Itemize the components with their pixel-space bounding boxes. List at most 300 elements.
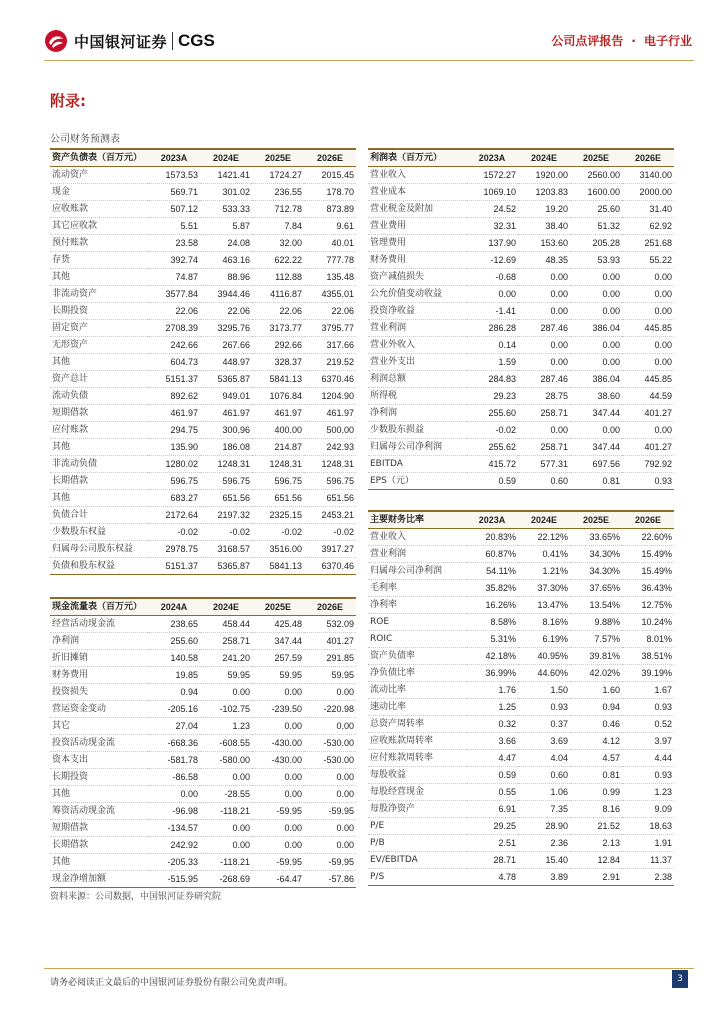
row-label-cell: 每股经营现金 xyxy=(368,784,466,801)
value-cell: 1203.83 xyxy=(518,184,570,201)
table-row xyxy=(368,269,674,286)
row-label-cell: 归属母公司股东权益 xyxy=(50,541,148,558)
year-header-cell: 2025E xyxy=(570,149,622,167)
value-cell: 178.70 xyxy=(304,184,356,201)
value-cell: 425.48 xyxy=(252,616,304,633)
table-row xyxy=(50,422,356,439)
table-row xyxy=(368,167,674,184)
value-cell: 0.00 xyxy=(252,786,304,803)
table-row xyxy=(50,507,356,524)
row-label-cell: 其他 xyxy=(50,439,148,456)
value-cell: 0.00 xyxy=(304,718,356,735)
value-cell: 448.97 xyxy=(200,354,252,371)
value-cell: 13.54% xyxy=(570,597,622,614)
value-cell: 892.62 xyxy=(148,388,200,405)
value-cell: 135.48 xyxy=(304,269,356,286)
value-cell: 8.16 xyxy=(570,801,622,818)
value-cell: 54.11% xyxy=(466,563,518,580)
value-cell: -0.02 xyxy=(148,524,200,541)
row-label-cell: 归属母公司净利润 xyxy=(368,563,466,580)
row-label-cell: 净利润 xyxy=(368,405,466,422)
table-row xyxy=(50,439,356,456)
value-cell: 22.06 xyxy=(148,303,200,320)
table-title-cell: 利润表（百万元） xyxy=(368,149,466,167)
row-label-cell: 经营活动现金流 xyxy=(50,616,148,633)
table-row xyxy=(50,337,356,354)
row-label-cell: 资本支出 xyxy=(50,752,148,769)
value-cell: 10.24% xyxy=(622,614,674,631)
table-title-cell: 主要财务比率 xyxy=(368,511,466,529)
value-cell: 3795.77 xyxy=(304,320,356,337)
table-row xyxy=(50,616,356,633)
value-cell: 40.01 xyxy=(304,235,356,252)
value-cell: 1.06 xyxy=(518,784,570,801)
table-row xyxy=(50,837,356,854)
value-cell: 0.41% xyxy=(518,546,570,563)
row-label-cell: ROIC xyxy=(368,631,466,648)
row-label-cell: 预付账款 xyxy=(50,235,148,252)
value-cell: -0.68 xyxy=(466,269,518,286)
value-cell: 4.47 xyxy=(466,750,518,767)
balance-sheet-table xyxy=(50,148,356,575)
value-cell: 258.71 xyxy=(518,439,570,456)
value-cell: 2.13 xyxy=(570,835,622,852)
value-cell: 0.00 xyxy=(252,837,304,854)
value-cell: 3.97 xyxy=(622,733,674,750)
logo-separator xyxy=(172,32,173,50)
report-type xyxy=(551,32,692,49)
value-cell: 347.44 xyxy=(252,633,304,650)
table-row xyxy=(50,752,356,769)
value-cell: 11.37 xyxy=(622,852,674,869)
table-row xyxy=(368,337,674,354)
value-cell: 0.00 xyxy=(518,422,570,439)
row-label-cell: 非流动负债 xyxy=(50,456,148,473)
value-cell: 712.78 xyxy=(252,201,304,218)
value-cell: 32.00 xyxy=(252,235,304,252)
value-cell: 4116.87 xyxy=(252,286,304,303)
value-cell: 0.00 xyxy=(622,337,674,354)
row-label-cell: 其它应收款 xyxy=(50,218,148,235)
value-cell: 5.87 xyxy=(200,218,252,235)
row-label-cell: 短期借款 xyxy=(50,405,148,422)
value-cell: 3295.76 xyxy=(200,320,252,337)
table-row xyxy=(50,769,356,786)
value-cell: 3944.46 xyxy=(200,286,252,303)
value-cell: 16.26% xyxy=(466,597,518,614)
value-cell: 0.55 xyxy=(466,784,518,801)
year-header-cell: 2024E xyxy=(200,149,252,167)
value-cell: 0.00 xyxy=(622,354,674,371)
value-cell: 60.87% xyxy=(466,546,518,563)
row-label-cell: 长期借款 xyxy=(50,837,148,854)
value-cell: -134.57 xyxy=(148,820,200,837)
row-label-cell: 毛利率 xyxy=(368,580,466,597)
value-cell: 0.00 xyxy=(570,354,622,371)
value-cell: 2.51 xyxy=(466,835,518,852)
row-label-cell: 速动比率 xyxy=(368,699,466,716)
value-cell: 0.52 xyxy=(622,716,674,733)
table-row xyxy=(50,701,356,718)
value-cell: 386.04 xyxy=(570,371,622,388)
table-row xyxy=(50,820,356,837)
value-cell: 5841.13 xyxy=(252,558,304,575)
cgs-logo-icon xyxy=(44,29,68,53)
row-label-cell: 资产减值损失 xyxy=(368,269,466,286)
row-label-cell: 投资损失 xyxy=(50,684,148,701)
row-label-cell: 净利润 xyxy=(50,633,148,650)
value-cell: 3173.77 xyxy=(252,320,304,337)
row-label-cell: 负债和股东权益 xyxy=(50,558,148,575)
value-cell: 949.01 xyxy=(200,388,252,405)
value-cell: 38.51% xyxy=(622,648,674,665)
value-cell: 317.66 xyxy=(304,337,356,354)
value-cell: 29.25 xyxy=(466,818,518,835)
year-header-cell: 2024A xyxy=(148,598,200,616)
value-cell: 0.93 xyxy=(622,699,674,716)
value-cell: 251.68 xyxy=(622,235,674,252)
value-cell: 28.90 xyxy=(518,818,570,835)
row-label-cell: 每股净资产 xyxy=(368,801,466,818)
row-label-cell: 长期投资 xyxy=(50,303,148,320)
table-row xyxy=(50,235,356,252)
value-cell: 59.95 xyxy=(304,667,356,684)
value-cell: -12.69 xyxy=(466,252,518,269)
value-cell: 0.94 xyxy=(148,684,200,701)
value-cell: -102.75 xyxy=(200,701,252,718)
value-cell: 6370.46 xyxy=(304,371,356,388)
data-source-note: 资料来源：公司数据，中国银河证券研究院 xyxy=(50,892,222,902)
year-header-cell: 2026E xyxy=(304,598,356,616)
value-cell: 3168.57 xyxy=(200,541,252,558)
value-cell: 42.02% xyxy=(570,665,622,682)
value-cell: 651.56 xyxy=(304,490,356,507)
value-cell: 37.65% xyxy=(570,580,622,597)
value-cell: -86.58 xyxy=(148,769,200,786)
row-label-cell: 营业外支出 xyxy=(368,354,466,371)
page-number: 3 xyxy=(672,970,688,988)
value-cell: 461.97 xyxy=(200,405,252,422)
table-row xyxy=(368,665,674,682)
value-cell: -57.86 xyxy=(304,871,356,888)
value-cell: 0.32 xyxy=(466,716,518,733)
value-cell: 1.60 xyxy=(570,682,622,699)
value-cell: 140.58 xyxy=(148,650,200,667)
value-cell: 19.20 xyxy=(518,201,570,218)
value-cell: -0.02 xyxy=(466,422,518,439)
year-header-cell: 2026E xyxy=(304,149,356,167)
value-cell: -430.00 xyxy=(252,752,304,769)
value-cell: 18.63 xyxy=(622,818,674,835)
value-cell: 392.74 xyxy=(148,252,200,269)
table-row xyxy=(368,529,674,546)
value-cell: 219.52 xyxy=(304,354,356,371)
value-cell: 461.97 xyxy=(252,405,304,422)
page-header xyxy=(0,0,724,60)
value-cell: 2000.00 xyxy=(622,184,674,201)
value-cell: -96.98 xyxy=(148,803,200,820)
value-cell: 1.76 xyxy=(466,682,518,699)
value-cell: 1.50 xyxy=(518,682,570,699)
row-label-cell: 财务费用 xyxy=(50,667,148,684)
value-cell: 500.00 xyxy=(304,422,356,439)
table-row xyxy=(50,371,356,388)
row-label-cell: 资产负债率 xyxy=(368,648,466,665)
row-label-cell: 其他 xyxy=(50,269,148,286)
value-cell: 5365.87 xyxy=(200,371,252,388)
row-label-cell: 营业税金及附加 xyxy=(368,201,466,218)
value-cell: -59.95 xyxy=(252,803,304,820)
table-row xyxy=(368,422,674,439)
row-label-cell: 应付账款 xyxy=(50,422,148,439)
row-label-cell: P/B xyxy=(368,835,466,852)
value-cell: 39.19% xyxy=(622,665,674,682)
value-cell: 0.37 xyxy=(518,716,570,733)
value-cell: 0.00 xyxy=(518,286,570,303)
value-cell: -59.95 xyxy=(304,803,356,820)
row-label-cell: 应付账款周转率 xyxy=(368,750,466,767)
value-cell: 3.89 xyxy=(518,869,570,886)
value-cell: -581.78 xyxy=(148,752,200,769)
row-label-cell: EPS（元） xyxy=(368,473,466,490)
table-row xyxy=(368,801,674,818)
table-row xyxy=(368,869,674,886)
row-label-cell: 营业利润 xyxy=(368,320,466,337)
value-cell: 0.00 xyxy=(622,303,674,320)
year-header-cell: 2024E xyxy=(518,149,570,167)
table-row xyxy=(368,733,674,750)
value-cell: 0.60 xyxy=(518,473,570,490)
value-cell: 238.65 xyxy=(148,616,200,633)
table-row xyxy=(50,269,356,286)
table-caption: 公司财务预测表 xyxy=(50,134,120,145)
row-label-cell: P/E xyxy=(368,818,466,835)
table-row xyxy=(368,563,674,580)
year-header-cell: 2026E xyxy=(622,149,674,167)
row-label-cell: 营业成本 xyxy=(368,184,466,201)
value-cell: 258.71 xyxy=(518,405,570,422)
year-header-cell: 2023A xyxy=(466,149,518,167)
value-cell: 0.00 xyxy=(252,684,304,701)
value-cell: 15.49% xyxy=(622,563,674,580)
value-cell: -0.02 xyxy=(304,524,356,541)
value-cell: 44.60% xyxy=(518,665,570,682)
value-cell: -59.95 xyxy=(252,854,304,871)
value-cell: 5841.13 xyxy=(252,371,304,388)
value-cell: 287.46 xyxy=(518,371,570,388)
row-label-cell: 现金 xyxy=(50,184,148,201)
value-cell: 445.85 xyxy=(622,320,674,337)
row-label-cell: 营业收入 xyxy=(368,529,466,546)
value-cell: 0.00 xyxy=(304,786,356,803)
value-cell: 0.00 xyxy=(518,354,570,371)
row-label-cell: 长期投资 xyxy=(50,769,148,786)
value-cell: 0.00 xyxy=(148,786,200,803)
value-cell: -118.21 xyxy=(200,854,252,871)
year-header-cell: 2024E xyxy=(200,598,252,616)
value-cell: 1.25 xyxy=(466,699,518,716)
value-cell: 5365.87 xyxy=(200,558,252,575)
value-cell: 0.14 xyxy=(466,337,518,354)
table-row xyxy=(50,490,356,507)
value-cell: 569.71 xyxy=(148,184,200,201)
table-row xyxy=(50,218,356,235)
row-label-cell: 少数股东损益 xyxy=(368,422,466,439)
table-row xyxy=(50,201,356,218)
value-cell: 1248.31 xyxy=(252,456,304,473)
table-row xyxy=(368,682,674,699)
value-cell: 3140.00 xyxy=(622,167,674,184)
row-label-cell: 营运资金变动 xyxy=(50,701,148,718)
value-cell: -608.55 xyxy=(200,735,252,752)
value-cell: 1.59 xyxy=(466,354,518,371)
value-cell: 0.00 xyxy=(304,837,356,854)
table-row xyxy=(50,541,356,558)
table-header-row xyxy=(50,598,356,616)
value-cell: 2978.75 xyxy=(148,541,200,558)
value-cell: 0.81 xyxy=(570,767,622,784)
income-statement-table xyxy=(368,148,674,490)
financial-ratios-table xyxy=(368,510,674,886)
year-header-cell: 2024E xyxy=(518,511,570,529)
value-cell: 300.96 xyxy=(200,422,252,439)
header-divider xyxy=(44,60,694,61)
row-label-cell: 净负债比率 xyxy=(368,665,466,682)
value-cell: -0.02 xyxy=(252,524,304,541)
value-cell: 236.55 xyxy=(252,184,304,201)
table-title-cell: 现金流量表（百万元） xyxy=(50,598,148,616)
value-cell: 0.00 xyxy=(622,286,674,303)
disclaimer-note: 请务必阅读正文最后的中国银河证券股份有限公司免责声明。 xyxy=(50,978,294,988)
value-cell: 0.00 xyxy=(200,820,252,837)
value-cell: 1.21% xyxy=(518,563,570,580)
table-row xyxy=(368,371,674,388)
row-label-cell: 流动负债 xyxy=(50,388,148,405)
table-row xyxy=(50,718,356,735)
value-cell: 0.00 xyxy=(570,286,622,303)
value-cell: -0.02 xyxy=(200,524,252,541)
value-cell: 22.06 xyxy=(252,303,304,320)
value-cell: 0.59 xyxy=(466,473,518,490)
value-cell: 1421.41 xyxy=(200,167,252,184)
value-cell: 0.81 xyxy=(570,473,622,490)
value-cell: 0.00 xyxy=(200,769,252,786)
table-row xyxy=(368,835,674,852)
value-cell: 28.75 xyxy=(518,388,570,405)
table-row xyxy=(368,699,674,716)
row-label-cell: 投资活动现金流 xyxy=(50,735,148,752)
table-header-row xyxy=(368,149,674,167)
value-cell: 241.20 xyxy=(200,650,252,667)
value-cell: -1.41 xyxy=(466,303,518,320)
table-row xyxy=(368,648,674,665)
value-cell: 2.38 xyxy=(622,869,674,886)
value-cell: 286.28 xyxy=(466,320,518,337)
value-cell: 596.75 xyxy=(304,473,356,490)
value-cell: 0.00 xyxy=(518,337,570,354)
value-cell: 604.73 xyxy=(148,354,200,371)
table-row xyxy=(50,184,356,201)
table-row xyxy=(368,388,674,405)
value-cell: 2015.45 xyxy=(304,167,356,184)
value-cell: 3577.84 xyxy=(148,286,200,303)
value-cell: 1069.10 xyxy=(466,184,518,201)
value-cell: 6.91 xyxy=(466,801,518,818)
value-cell: 0.93 xyxy=(622,767,674,784)
value-cell: 21.52 xyxy=(570,818,622,835)
value-cell: 1.67 xyxy=(622,682,674,699)
table-row xyxy=(368,597,674,614)
value-cell: 62.92 xyxy=(622,218,674,235)
value-cell: 0.00 xyxy=(252,820,304,837)
value-cell: 461.97 xyxy=(304,405,356,422)
value-cell: 4.04 xyxy=(518,750,570,767)
value-cell: 12.84 xyxy=(570,852,622,869)
value-cell: -205.16 xyxy=(148,701,200,718)
row-label-cell: P/S xyxy=(368,869,466,886)
table-row xyxy=(50,286,356,303)
value-cell: 29.23 xyxy=(466,388,518,405)
value-cell: 0.00 xyxy=(622,269,674,286)
value-cell: -268.69 xyxy=(200,871,252,888)
value-cell: 9.88% xyxy=(570,614,622,631)
row-label-cell: 公允价值变动收益 xyxy=(368,286,466,303)
value-cell: 577.31 xyxy=(518,456,570,473)
value-cell: 284.83 xyxy=(466,371,518,388)
footer-divider xyxy=(44,968,694,969)
industry-name: 电子行业 xyxy=(643,34,692,48)
value-cell: 0.94 xyxy=(570,699,622,716)
row-label-cell: 其它 xyxy=(50,718,148,735)
value-cell: 347.44 xyxy=(570,405,622,422)
value-cell: -220.98 xyxy=(304,701,356,718)
value-cell: 24.52 xyxy=(466,201,518,218)
table-row xyxy=(368,580,674,597)
table-row xyxy=(368,473,674,490)
value-cell: 22.06 xyxy=(304,303,356,320)
value-cell: 31.40 xyxy=(622,201,674,218)
value-cell: 214.87 xyxy=(252,439,304,456)
value-cell: 4.12 xyxy=(570,733,622,750)
value-cell: 777.78 xyxy=(304,252,356,269)
row-label-cell: 利润总额 xyxy=(368,371,466,388)
value-cell: 1572.27 xyxy=(466,167,518,184)
row-label-cell: 短期借款 xyxy=(50,820,148,837)
table-row xyxy=(50,405,356,422)
value-cell: 0.00 xyxy=(570,303,622,320)
value-cell: 0.00 xyxy=(252,718,304,735)
row-label-cell: 其他 xyxy=(50,854,148,871)
row-label-cell: ROE xyxy=(368,614,466,631)
value-cell: 400.00 xyxy=(252,422,304,439)
table-row xyxy=(368,235,674,252)
value-cell: 0.00 xyxy=(570,269,622,286)
value-cell: 59.95 xyxy=(252,667,304,684)
value-cell: 59.95 xyxy=(200,667,252,684)
value-cell: 5151.37 xyxy=(148,371,200,388)
table-row xyxy=(50,354,356,371)
value-cell: -205.33 xyxy=(148,854,200,871)
table-row xyxy=(368,546,674,563)
row-label-cell: 所得税 xyxy=(368,388,466,405)
value-cell: 532.09 xyxy=(304,616,356,633)
row-label-cell: 营业利润 xyxy=(368,546,466,563)
row-label-cell: 营业外收入 xyxy=(368,337,466,354)
value-cell: 401.27 xyxy=(622,439,674,456)
year-header-cell: 2025E xyxy=(570,511,622,529)
table-row xyxy=(50,252,356,269)
row-label-cell: 无形资产 xyxy=(50,337,148,354)
